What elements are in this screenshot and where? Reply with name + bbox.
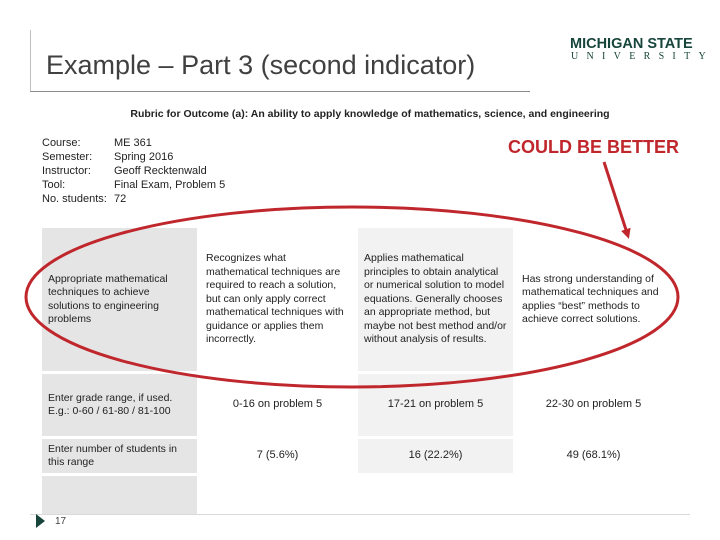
count-text: 49 (68.1%) bbox=[566, 449, 621, 462]
count-label-text: Enter number of students in this range bbox=[48, 442, 177, 468]
title-left-rule bbox=[30, 30, 31, 91]
info-key: Instructor: bbox=[42, 165, 91, 177]
grade-cell-3 bbox=[516, 374, 671, 436]
info-row-instructor bbox=[42, 164, 225, 178]
count-cell-2 bbox=[358, 439, 513, 473]
info-value: ME 361 bbox=[114, 137, 152, 149]
info-key: No. students: bbox=[42, 193, 107, 205]
could-be-better-annotation: COULD BE BETTER bbox=[508, 137, 679, 157]
level-1-cell bbox=[200, 228, 355, 371]
slide-title: Example – Part 3 (second indicator) bbox=[46, 50, 476, 80]
page-number: 17 bbox=[55, 516, 67, 527]
logo-bottom-text: UNIVERSITY bbox=[571, 51, 714, 62]
footer-rule bbox=[30, 514, 690, 515]
count-text: 16 (22.2%) bbox=[408, 449, 463, 462]
grade-text: 0-16 on problem 5 bbox=[232, 398, 323, 411]
grade-label-cell bbox=[42, 374, 197, 436]
info-value: Spring 2016 bbox=[114, 151, 174, 163]
info-row-semester bbox=[42, 150, 225, 164]
indicator-cell bbox=[42, 228, 197, 371]
level-1-text: Recognizes what mathematical techniques are required to reach a solution, but can only apply correct mathematical techniques with guidance or applies them incorrectly. bbox=[206, 252, 344, 346]
grade-cell-2 bbox=[358, 374, 513, 436]
grade-label-text: Enter grade range, if used. E.g.: 0-60 / 61-80 / 81-100 bbox=[48, 391, 173, 417]
info-key: Course: bbox=[42, 137, 81, 149]
blank-cell bbox=[42, 476, 197, 514]
rubric-title: Rubric for Outcome (a): An ability to apply knowledge of mathematics, science, and engineering bbox=[130, 108, 610, 120]
info-row-students bbox=[42, 192, 225, 206]
course-info bbox=[42, 136, 225, 206]
page-marker-icon bbox=[36, 514, 45, 528]
indicator-text: Appropriate mathematical techniques to achieve solutions to engineering problems bbox=[48, 272, 168, 325]
grade-text: 17-21 on problem 5 bbox=[387, 398, 484, 411]
grade-cell-1 bbox=[200, 374, 355, 436]
msu-logo bbox=[570, 36, 714, 62]
info-key: Semester: bbox=[42, 151, 93, 163]
info-key: Tool: bbox=[42, 179, 66, 191]
info-value: Geoff Recktenwald bbox=[114, 165, 207, 177]
info-row-course bbox=[42, 136, 225, 150]
arrow-icon bbox=[604, 162, 628, 236]
grade-text: 22-30 on problem 5 bbox=[545, 398, 642, 411]
count-cell-1 bbox=[200, 439, 355, 473]
count-label-cell bbox=[42, 439, 197, 473]
logo-top-text: MICHIGAN STATE bbox=[570, 36, 693, 52]
title-underline bbox=[30, 91, 530, 92]
info-value: 72 bbox=[114, 193, 127, 205]
level-3-text: Has strong understanding of mathematical techniques and applies “best” methods to achieve correct solutions. bbox=[522, 272, 659, 325]
level-3-cell bbox=[516, 228, 671, 371]
info-value: Final Exam, Problem 5 bbox=[114, 179, 226, 191]
level-2-cell bbox=[358, 228, 513, 371]
info-row-tool bbox=[42, 178, 225, 192]
count-cell-3 bbox=[516, 439, 671, 473]
count-text: 7 (5.6%) bbox=[256, 449, 299, 462]
level-2-text: Applies mathematical principles to obtain analytical or numerical solution to model equations. Generally chooses an appropriate method, but maybe not best method and/or without analysis of results. bbox=[364, 252, 507, 346]
